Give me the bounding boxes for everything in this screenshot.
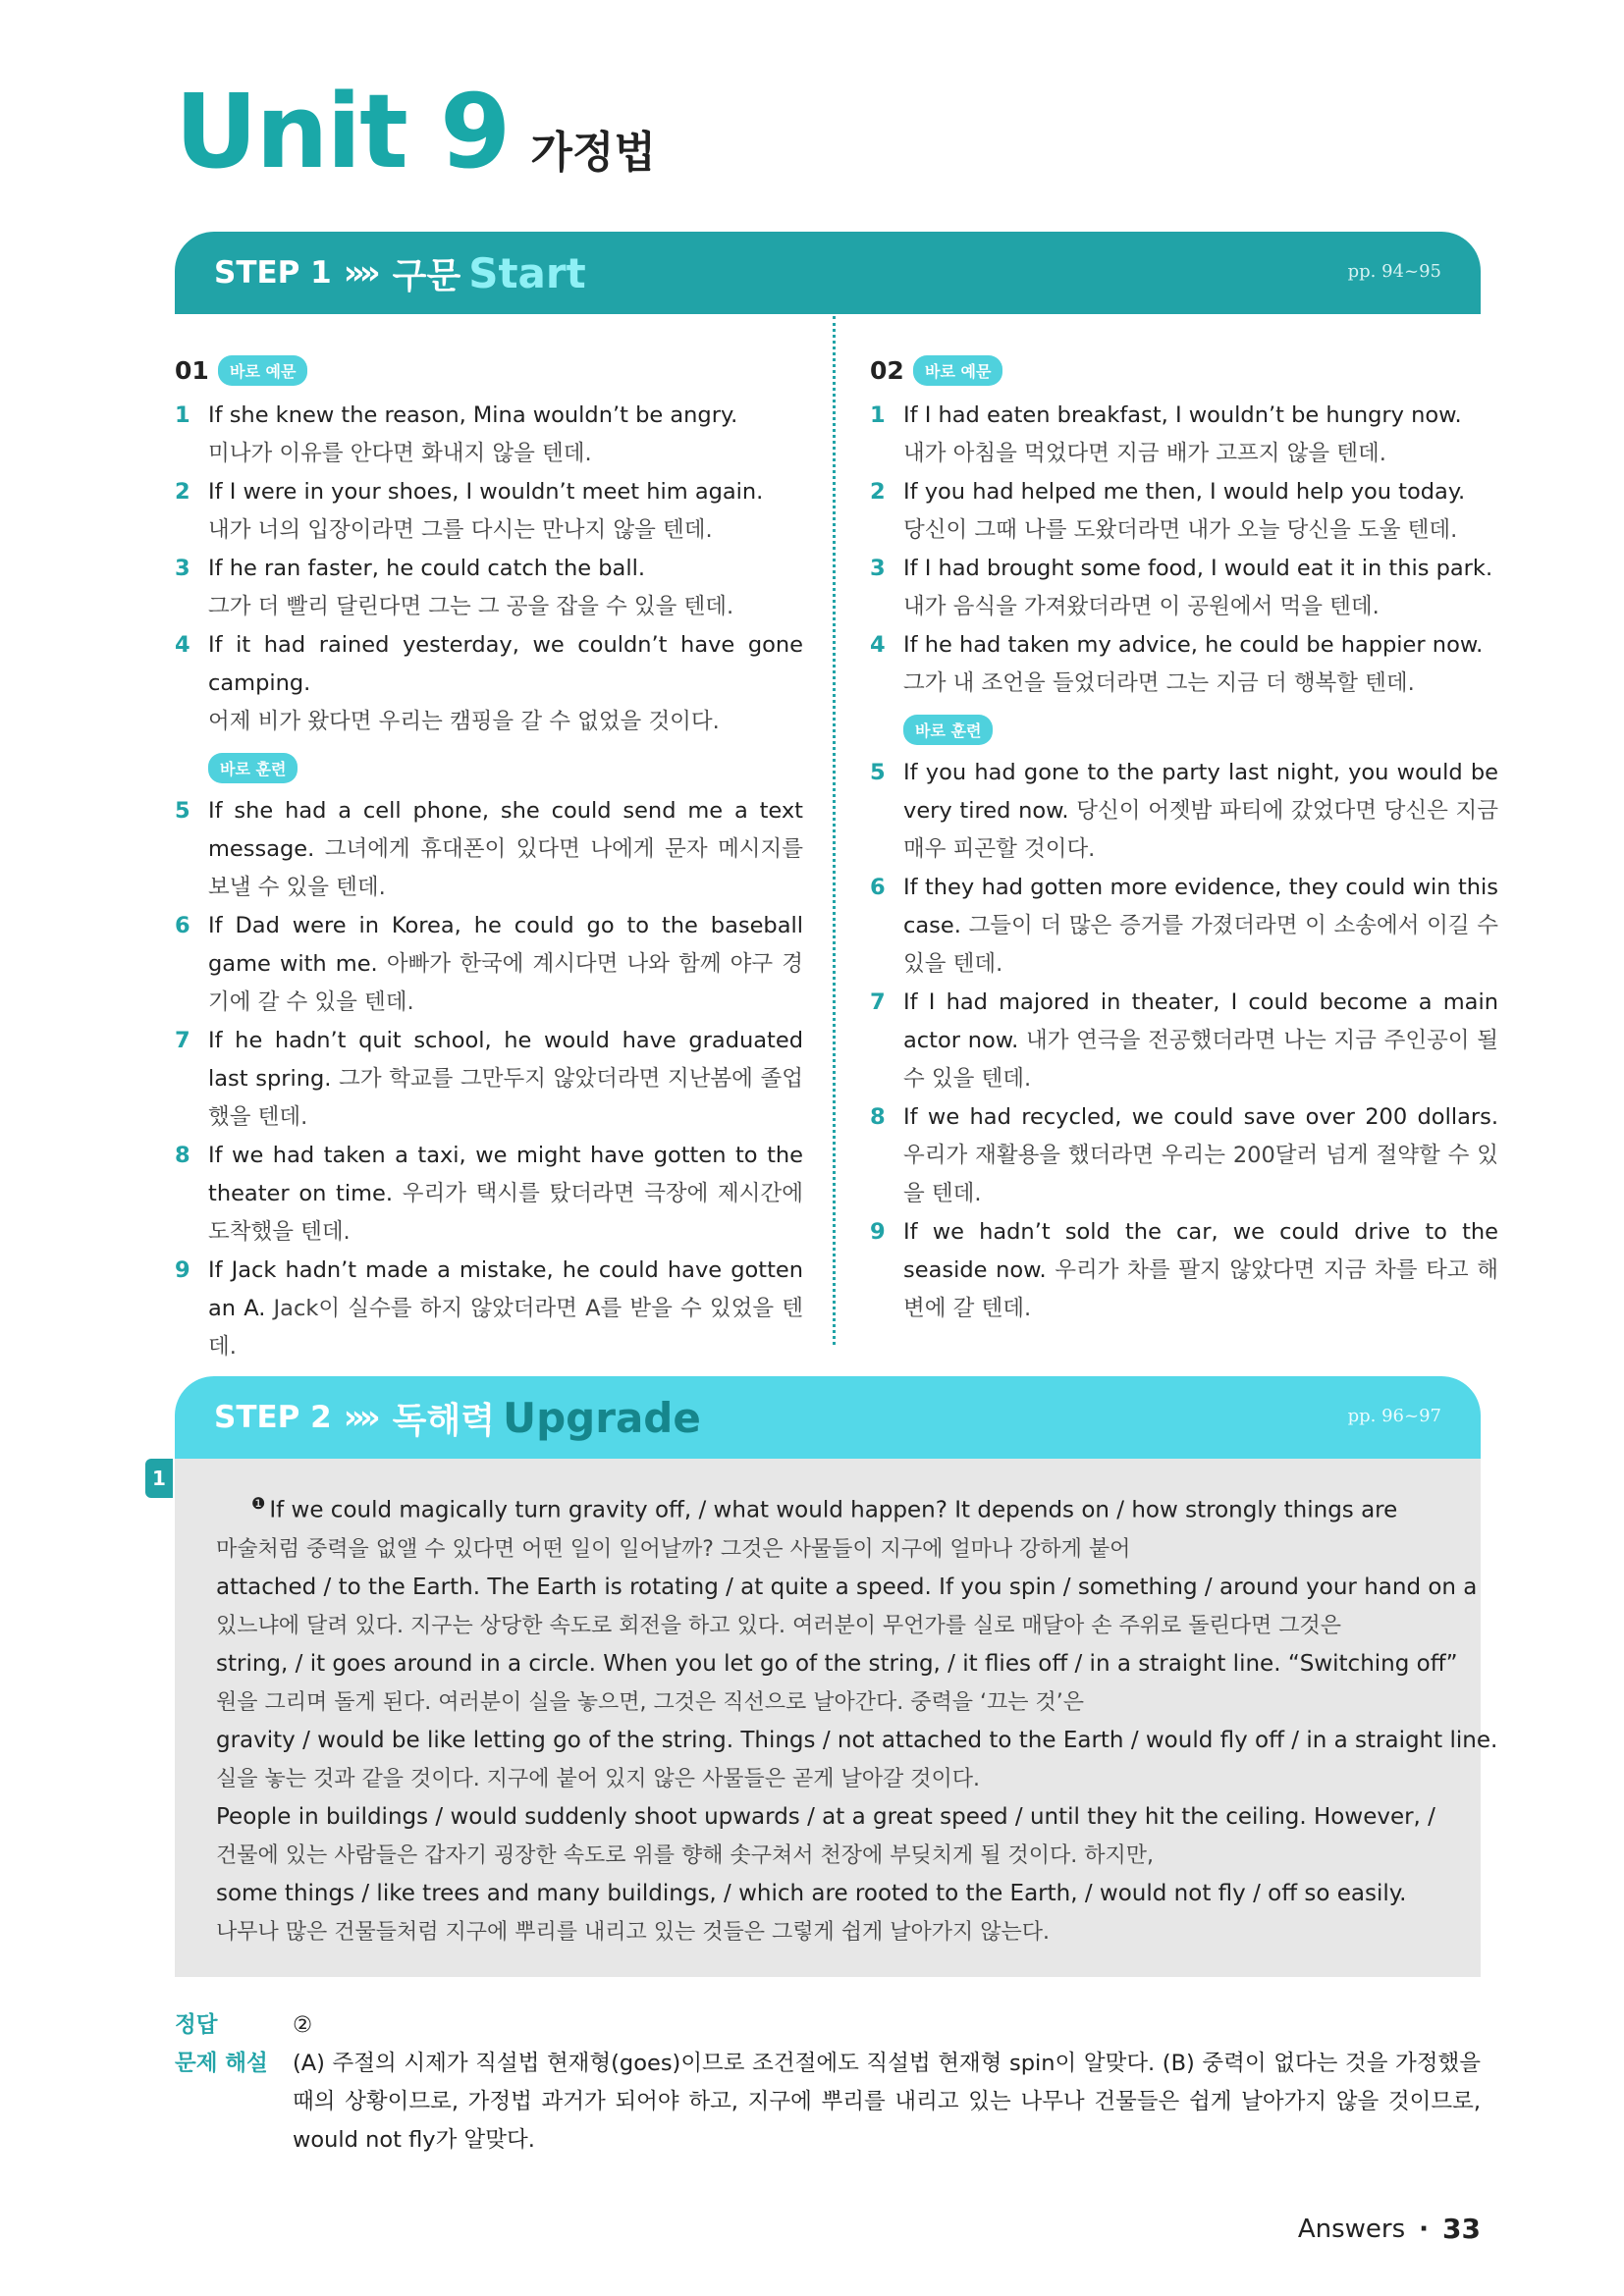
korean-translation: 그녀에게 휴대폰이 있다면 나에게 문자 메시지를 보낼 수 있을 텐데.: [208, 836, 804, 900]
item-body: [903, 550, 1498, 626]
item-body: [208, 1022, 803, 1137]
item-number: 5: [175, 798, 190, 824]
answer-label: 정답: [175, 2012, 218, 2038]
english-sentence: If we had taken a taxi, we might have gotten to the theater on time.: [208, 1143, 803, 1206]
sentence-item: [870, 984, 1498, 1098]
korean-translation: 그가 내 조언을 들었더라면 그는 지금 더 행복할 텐데.: [903, 670, 1415, 696]
item-body: [903, 754, 1498, 869]
passage-line-korean: 건물에 있는 사람들은 갑자기 굉장한 속도로 위를 향해 솟구쳐서 천장에 부딪치게 될 것이다. 하지만,: [216, 1842, 1154, 1868]
step2-label: STEP 2: [214, 1400, 332, 1435]
english-sentence: If you had gone to the party last night, you would be very tired now.: [903, 760, 1498, 824]
item-body: [208, 626, 803, 741]
item-number: 1: [175, 402, 190, 428]
practice-badge: 바로 훈련: [208, 753, 298, 783]
passage-line-korean: 실을 놓는 것과 같을 것이다. 지구에 붙어 있지 않은 사물들은 곧게 날아갈 것이다.: [216, 1766, 980, 1791]
item-body: [208, 907, 803, 1022]
sentence-item: [175, 1252, 803, 1366]
item-number: 6: [870, 875, 886, 900]
step1-arrow-icon: »»: [343, 253, 375, 293]
reading-passage: [175, 1459, 1498, 1977]
sentence-item: [175, 1137, 803, 1252]
step1-en-title: Start: [468, 248, 586, 297]
step2-en-title: Upgrade: [503, 1393, 701, 1442]
passage-line-korean: 원을 그리며 돌게 된다. 여러분이 실을 놓으면, 그것은 직선으로 날아간다. 중력을 ‘끄는 것’은: [216, 1689, 1084, 1715]
sentence-item: [870, 1098, 1498, 1213]
item-number: 7: [175, 1028, 190, 1053]
item-number: 4: [870, 632, 886, 658]
item-number: 3: [870, 556, 886, 581]
passage-line-english: string, / it goes around in a circle. When you let go of the string, / it flies off / in a straight line. “Switching off”: [216, 1650, 1458, 1677]
question-number-tab: 1: [145, 1459, 173, 1498]
english-sentence: If they had gotten more evidence, they could win this case.: [903, 875, 1498, 938]
page-number: 33: [1442, 2213, 1481, 2245]
english-sentence: If she knew the reason, Mina wouldn’t be angry.: [208, 402, 738, 428]
item-body: [903, 1098, 1498, 1213]
sentence-item: [870, 473, 1498, 550]
sentence-item: [870, 754, 1498, 869]
item-number: 8: [175, 1143, 190, 1168]
item-body: [903, 397, 1498, 473]
practice-badge: 바로 훈련: [903, 715, 993, 745]
column-divider: [833, 316, 836, 1345]
explanation-text: (A) 주절의 시제가 직설법 현재형(goes)이므로 조건절에도 직설법 현재형 spin이 알맞다. (B) 중력이 없다는 것을 가정했을 때의 상황이므로, 가정법 과거가 되어야 하고, 지구에 뿌리를 내리고 있는 나무나 건물들은 쉽게 날아가지 않을 것이므로, would not fly가 알맞다.: [293, 2051, 1481, 2153]
item-number: 1: [870, 402, 886, 428]
item-body: [903, 626, 1498, 703]
step2-banner: [175, 1376, 1481, 1459]
english-sentence: If Jack hadn’t made a mistake, he could have gotten an A.: [208, 1257, 803, 1321]
section-number: 01: [175, 355, 209, 385]
item-number: 9: [870, 1219, 886, 1245]
passage-line-english: attached / to the Earth. The Earth is rotating / at quite a speed. If you spin / something / around your hand on a: [216, 1574, 1478, 1600]
korean-translation: 당신이 어젯밤 파티에 갔었다면 당신은 지금 매우 피곤할 것이다.: [903, 798, 1499, 862]
step2-pages: pp. 96~97: [1347, 1406, 1441, 1426]
item-body: [208, 550, 803, 626]
korean-translation: 그들이 더 많은 증거를 가졌더라면 이 소송에서 이길 수 있을 텐데.: [903, 913, 1499, 977]
korean-translation: 미나가 이유를 안다면 화내지 않을 텐데.: [208, 441, 592, 466]
sentence-marker-icon: ❶: [251, 1494, 266, 1513]
sentence-item: [870, 869, 1498, 984]
english-sentence: If we hadn’t sold the car, we could drive to the seaside now.: [903, 1219, 1498, 1283]
korean-translation: 아빠가 한국에 계시다면 나와 함께 야구 경기에 갈 수 있을 텐데.: [208, 951, 803, 1015]
item-body: [903, 869, 1498, 984]
section-01-head: [175, 351, 803, 389]
explanation-label: 문제 해설: [175, 2051, 268, 2076]
explanation-row: [175, 2045, 1481, 2160]
korean-translation: 그가 학교를 그만두지 않았더라면 지난봄에 졸업했을 텐데.: [208, 1066, 804, 1130]
section-02: [870, 351, 1498, 1328]
sentence-item: [175, 792, 803, 907]
passage-line-english: [216, 1484, 1439, 1530]
passage-line-korean: 있느냐에 달려 있다. 지구는 상당한 속도로 회전을 하고 있다. 여러분이 무언가를 실로 매달아 손 주위로 돌린다면 그것은: [216, 1613, 1341, 1638]
sentence-item: [870, 550, 1498, 626]
footer-label: Answers: [1297, 2214, 1406, 2244]
item-body: [208, 1137, 803, 1252]
step1-label: STEP 1: [214, 255, 332, 291]
english-sentence: If it had rained yesterday, we couldn’t have gone camping.: [208, 632, 803, 696]
unit-number: Unit 9: [175, 72, 510, 191]
sentence-item: [175, 626, 803, 741]
sentence-item: [175, 550, 803, 626]
item-number: 6: [175, 913, 190, 938]
korean-translation: 내가 너의 입장이라면 그를 다시는 만나지 않을 텐데.: [208, 517, 713, 543]
step1-ko-title: 구문: [392, 255, 461, 296]
example-badge: 바로 예문: [218, 355, 307, 386]
item-body: [208, 792, 803, 907]
sentence-item: [870, 1213, 1498, 1328]
step2-arrow-icon: »»: [343, 1398, 375, 1437]
step1-banner: [175, 232, 1481, 314]
section-01: [175, 351, 803, 1366]
english-sentence: If I had majored in theater, I could become a main actor now.: [903, 989, 1498, 1053]
item-number: 3: [175, 556, 190, 581]
korean-translation: 내가 아침을 먹었다면 지금 배가 고프지 않을 텐데.: [903, 441, 1386, 466]
sentence-item: [870, 397, 1498, 473]
english-sentence: If she had a cell phone, she could send me a text message.: [208, 798, 803, 862]
english-sentence: If he ran faster, he could catch the ball.: [208, 556, 645, 581]
step2-ko-title: 독해력: [392, 1400, 495, 1441]
item-number: 2: [175, 479, 190, 505]
english-sentence: If we had recycled, we could save over 200 dollars.: [903, 1104, 1498, 1130]
section-number: 02: [870, 355, 904, 385]
practice-badge-row: [870, 707, 1498, 752]
korean-translation: 내가 연극을 전공했더라면 나는 지금 주인공이 될 수 있을 텐데.: [903, 1028, 1498, 1092]
item-number: 2: [870, 479, 886, 505]
item-number: 8: [870, 1104, 886, 1130]
step1-pages: pp. 94~95: [1347, 261, 1441, 282]
answer-section: [175, 2006, 1481, 2160]
example-badge: 바로 예문: [913, 355, 1002, 386]
english-sentence: If I had eaten breakfast, I wouldn’t be hungry now.: [903, 402, 1462, 428]
unit-subtitle: 가정법: [530, 128, 656, 178]
item-body: [208, 1252, 803, 1366]
sentence-item: [175, 907, 803, 1022]
passage-line-korean: 나무나 많은 건물들처럼 지구에 뿌리를 내리고 있는 것들은 그렇게 쉽게 날아가지 않는다.: [216, 1919, 1050, 1945]
item-body: [903, 1213, 1498, 1328]
korean-translation: 내가 음식을 가져왔더라면 이 공원에서 먹을 텐데.: [903, 594, 1380, 619]
english-sentence: If I were in your shoes, I wouldn’t meet him again.: [208, 479, 764, 505]
passage-line-english: People in buildings / would suddenly shoot upwards / at a great speed / until they hit the ceiling. However, /: [216, 1803, 1435, 1830]
page-footer: [1298, 2213, 1481, 2245]
sentence-item: [175, 1022, 803, 1137]
english-sentence: If you had helped me then, I would help you today.: [903, 479, 1466, 505]
passage-line-english: gravity / would be like letting go of the string. Things / not attached to the Earth / would fly off / in a straight line.: [216, 1727, 1498, 1753]
sentence-item: [870, 626, 1498, 703]
korean-translation: 우리가 차를 팔지 않았다면 지금 차를 타고 해변에 갈 텐데.: [903, 1257, 1499, 1321]
korean-translation: Jack이 실수를 하지 않았더라면 A를 받을 수 있었을 텐데.: [208, 1296, 803, 1360]
passage-text: If we could magically turn gravity off, / what would happen? It depends on / how strongly things are: [269, 1497, 1398, 1523]
sentence-item: [175, 473, 803, 550]
item-body: [208, 473, 803, 550]
korean-translation: 우리가 택시를 탔더라면 극장에 제시간에 도착했을 텐데.: [208, 1181, 803, 1245]
english-sentence: If Dad were in Korea, he could go to the baseball game with me.: [208, 913, 803, 977]
item-body: [903, 473, 1498, 550]
korean-translation: 우리가 재활용을 했더라면 우리는 200달러 넘게 절약할 수 있을 텐데.: [903, 1143, 1498, 1206]
item-number: 9: [175, 1257, 190, 1283]
korean-translation: 어제 비가 왔다면 우리는 캠핑을 갈 수 없었을 것이다.: [208, 709, 720, 734]
section-02-head: [870, 351, 1498, 389]
footer-separator: ·: [1419, 2214, 1430, 2244]
answer-row: [175, 2006, 1481, 2045]
item-number: 4: [175, 632, 190, 658]
korean-translation: 당신이 그때 나를 도왔더라면 내가 오늘 당신을 도울 텐데.: [903, 517, 1458, 543]
english-sentence: If he had taken my advice, he could be happier now.: [903, 632, 1484, 658]
korean-translation: 그가 더 빨리 달린다면 그는 그 공을 잡을 수 있을 텐데.: [208, 594, 734, 619]
passage-line-english: some things / like trees and many buildings, / which are rooted to the Earth, / would not fly / off so easily.: [216, 1880, 1407, 1906]
english-sentence: If he hadn’t quit school, he would have graduated last spring.: [208, 1028, 803, 1092]
answer-value: ②: [293, 2012, 313, 2038]
item-number: 5: [870, 760, 886, 785]
english-sentence: If I had brought some food, I would eat it in this park.: [903, 556, 1493, 581]
unit-title: [175, 72, 656, 191]
sentence-item: [175, 397, 803, 473]
item-body: [208, 397, 803, 473]
passage-line-korean: 마술처럼 중력을 없앨 수 있다면 어떤 일이 일어날까? 그것은 사물들이 지구에 얼마나 강하게 붙어: [216, 1536, 1131, 1562]
item-body: [903, 984, 1498, 1098]
item-number: 7: [870, 989, 886, 1015]
practice-badge-row: [175, 745, 803, 790]
